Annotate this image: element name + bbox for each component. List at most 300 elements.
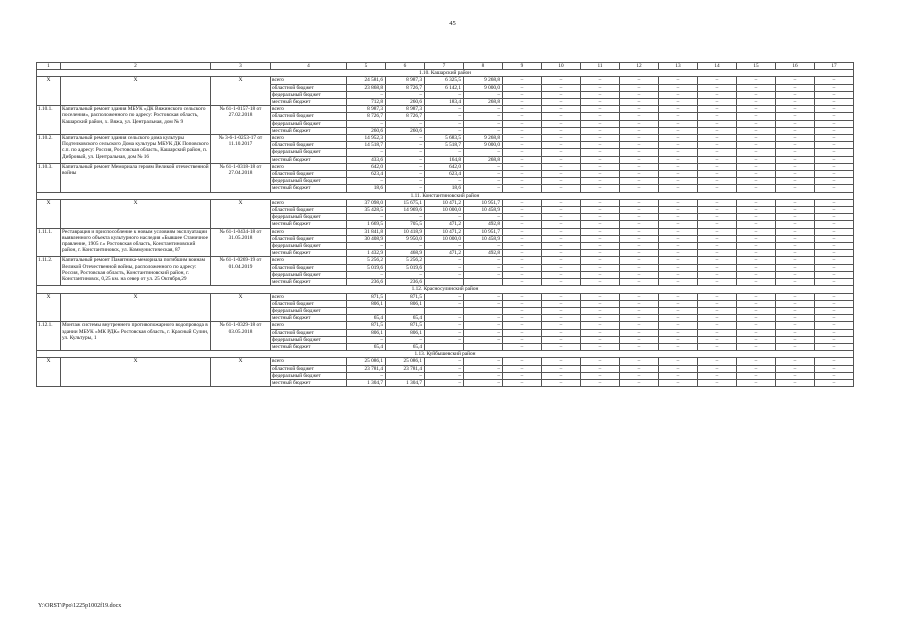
empty-dash-cell: –	[737, 127, 776, 134]
empty-dash-cell: –	[542, 235, 581, 242]
empty-dash-cell: –	[815, 149, 854, 156]
empty-dash-cell: –	[659, 336, 698, 343]
empty-dash-cell: –	[659, 365, 698, 372]
amount-cell	[425, 279, 464, 286]
empty-dash-cell: –	[776, 199, 815, 206]
empty-dash-cell: –	[698, 178, 737, 185]
amount-cell: –	[464, 271, 503, 278]
amount-cell: –	[464, 243, 503, 250]
empty-dash-cell: –	[620, 127, 659, 134]
column-header: 12	[620, 63, 659, 70]
column-header: 11	[581, 63, 620, 70]
empty-dash-cell: –	[503, 91, 542, 98]
empty-dash-cell: –	[503, 379, 542, 386]
empty-dash-cell: –	[815, 156, 854, 163]
empty-dash-cell: –	[620, 120, 659, 127]
amount-cell: 871,5	[386, 293, 425, 300]
amount-cell: –	[464, 379, 503, 386]
empty-dash-cell: –	[503, 199, 542, 206]
amount-cell: –	[464, 264, 503, 271]
section-title: 1.10. Кашарский район	[37, 70, 854, 77]
empty-dash-cell: –	[620, 271, 659, 278]
funding-source-label: всего	[271, 163, 347, 170]
amount-cell: –	[347, 372, 386, 379]
amount-cell: –	[464, 106, 503, 113]
empty-dash-cell: –	[698, 336, 737, 343]
empty-dash-cell: –	[698, 379, 737, 386]
empty-dash-cell: –	[659, 113, 698, 120]
amount-cell: 18,6	[347, 185, 386, 192]
column-header: 14	[698, 63, 737, 70]
empty-dash-cell: –	[542, 336, 581, 343]
amount-cell: –	[425, 365, 464, 372]
amount-cell: 1 304,7	[347, 379, 386, 386]
empty-dash-cell: –	[581, 99, 620, 106]
funding-source-label: областной бюджет	[271, 84, 347, 91]
empty-dash-cell: –	[581, 257, 620, 264]
empty-dash-cell: –	[815, 135, 854, 142]
amount-cell: –	[425, 257, 464, 264]
empty-dash-cell: –	[776, 156, 815, 163]
empty-dash-cell: –	[503, 113, 542, 120]
empty-dash-cell: –	[659, 178, 698, 185]
empty-dash-cell: –	[815, 271, 854, 278]
amount-cell: –	[425, 149, 464, 156]
row-number: 1.10.1.	[37, 106, 61, 135]
empty-dash-cell: –	[776, 149, 815, 156]
empty-dash-cell: –	[581, 178, 620, 185]
funding-source-label: федеральный бюджет	[271, 336, 347, 343]
empty-dash-cell: –	[776, 271, 815, 278]
empty-dash-cell: –	[815, 329, 854, 336]
empty-dash-cell: –	[620, 221, 659, 228]
funding-source-label: федеральный бюджет	[271, 243, 347, 250]
empty-dash-cell: –	[542, 77, 581, 84]
empty-dash-cell: –	[698, 149, 737, 156]
amount-cell: 24 581,6	[347, 77, 386, 84]
amount-cell: 8 987,3	[386, 77, 425, 84]
table-row	[37, 228, 854, 235]
empty-dash-cell: –	[815, 379, 854, 386]
empty-dash-cell: –	[698, 264, 737, 271]
empty-dash-cell: –	[503, 235, 542, 242]
empty-dash-cell: –	[503, 156, 542, 163]
empty-dash-cell: –	[581, 250, 620, 257]
document-number: X	[211, 358, 271, 387]
funding-source-label: всего	[271, 77, 347, 84]
amount-cell: 10 951,7	[464, 228, 503, 235]
amount-cell: –	[386, 214, 425, 221]
amount-cell: 8 987,3	[386, 106, 425, 113]
empty-dash-cell: –	[542, 113, 581, 120]
empty-dash-cell: –	[659, 379, 698, 386]
empty-dash-cell: –	[815, 221, 854, 228]
empty-dash-cell: –	[737, 336, 776, 343]
amount-cell: –	[464, 178, 503, 185]
amount-cell: 806,1	[347, 300, 386, 307]
empty-dash-cell: –	[503, 142, 542, 149]
section-title: 1.13. Куйбышевский район	[37, 351, 854, 358]
amount-cell: 268,8	[464, 156, 503, 163]
amount-cell	[425, 343, 464, 350]
empty-dash-cell: –	[542, 307, 581, 314]
empty-dash-cell: –	[659, 358, 698, 365]
empty-dash-cell: –	[659, 207, 698, 214]
section-heading-row	[37, 70, 854, 77]
amount-cell: 236,6	[347, 279, 386, 286]
amount-cell: 31 841,8	[347, 228, 386, 235]
amount-cell: 9 950,0	[386, 235, 425, 242]
empty-dash-cell: –	[737, 293, 776, 300]
empty-dash-cell: –	[698, 127, 737, 134]
empty-dash-cell: –	[581, 221, 620, 228]
column-header: 4	[271, 63, 347, 70]
empty-dash-cell: –	[776, 235, 815, 242]
empty-dash-cell: –	[620, 279, 659, 286]
empty-dash-cell: –	[581, 185, 620, 192]
funding-source-label: местный бюджет	[271, 343, 347, 350]
row-number: X	[37, 199, 61, 228]
amount-cell: 8 726,7	[347, 113, 386, 120]
empty-dash-cell: –	[659, 149, 698, 156]
amount-cell: –	[464, 163, 503, 170]
empty-dash-cell: –	[698, 322, 737, 329]
empty-dash-cell: –	[503, 127, 542, 134]
empty-dash-cell: –	[698, 228, 737, 235]
empty-dash-cell: –	[542, 99, 581, 106]
empty-dash-cell: –	[698, 207, 737, 214]
empty-dash-cell: –	[620, 358, 659, 365]
empty-dash-cell: –	[620, 106, 659, 113]
amount-cell: 468,9	[386, 250, 425, 257]
funding-source-label: областной бюджет	[271, 329, 347, 336]
amount-cell: –	[425, 106, 464, 113]
empty-dash-cell: –	[776, 336, 815, 343]
empty-dash-cell: –	[542, 84, 581, 91]
empty-dash-cell: –	[659, 77, 698, 84]
empty-dash-cell: –	[815, 279, 854, 286]
empty-dash-cell: –	[815, 127, 854, 134]
amount-cell: –	[464, 149, 503, 156]
table-row	[37, 293, 854, 300]
empty-dash-cell: –	[776, 178, 815, 185]
amount-cell: –	[347, 91, 386, 98]
empty-dash-cell: –	[659, 199, 698, 206]
amount-cell: –	[464, 120, 503, 127]
funding-source-label: всего	[271, 106, 347, 113]
amount-cell: 10 951,7	[464, 199, 503, 206]
funding-source-label: областной бюджет	[271, 365, 347, 372]
empty-dash-cell: –	[698, 106, 737, 113]
funding-source-label: местный бюджет	[271, 185, 347, 192]
empty-dash-cell: –	[542, 199, 581, 206]
empty-dash-cell: –	[581, 315, 620, 322]
amount-cell: –	[386, 156, 425, 163]
empty-dash-cell: –	[737, 379, 776, 386]
empty-dash-cell: –	[542, 163, 581, 170]
empty-dash-cell: –	[503, 343, 542, 350]
amount-cell: 5 019,6	[386, 264, 425, 271]
amount-cell: 642,0	[347, 163, 386, 170]
empty-dash-cell: –	[776, 84, 815, 91]
empty-dash-cell: –	[542, 315, 581, 322]
empty-dash-cell: –	[776, 120, 815, 127]
empty-dash-cell: –	[776, 365, 815, 372]
empty-dash-cell: –	[620, 300, 659, 307]
empty-dash-cell: –	[815, 163, 854, 170]
empty-dash-cell: –	[542, 142, 581, 149]
empty-dash-cell: –	[503, 185, 542, 192]
empty-dash-cell: –	[698, 171, 737, 178]
empty-dash-cell: –	[737, 257, 776, 264]
empty-dash-cell: –	[737, 329, 776, 336]
empty-dash-cell: –	[815, 372, 854, 379]
funding-source-label: местный бюджет	[271, 315, 347, 322]
empty-dash-cell: –	[776, 243, 815, 250]
funding-source-label: всего	[271, 293, 347, 300]
document-number: № 61-1-0157-18 от 27.02.2018	[211, 106, 271, 135]
amount-cell: 1 669,5	[347, 221, 386, 228]
row-number: 1.12.1.	[37, 322, 61, 351]
empty-dash-cell: –	[581, 343, 620, 350]
empty-dash-cell: –	[581, 91, 620, 98]
empty-dash-cell: –	[815, 178, 854, 185]
amount-cell: –	[386, 243, 425, 250]
empty-dash-cell: –	[659, 329, 698, 336]
amount-cell: 9 268,8	[464, 77, 503, 84]
amount-cell: –	[425, 113, 464, 120]
amount-cell: –	[464, 185, 503, 192]
empty-dash-cell: –	[815, 207, 854, 214]
empty-dash-cell: –	[815, 250, 854, 257]
funding-source-label: федеральный бюджет	[271, 271, 347, 278]
empty-dash-cell: –	[659, 171, 698, 178]
empty-dash-cell: –	[620, 235, 659, 242]
empty-dash-cell: –	[815, 358, 854, 365]
amount-cell: 1 304,7	[386, 379, 425, 386]
amount-cell: –	[425, 293, 464, 300]
section-title: 1.12. Красносулинский район	[37, 286, 854, 293]
empty-dash-cell: –	[620, 156, 659, 163]
amount-cell: 5 256,2	[347, 257, 386, 264]
empty-dash-cell: –	[581, 207, 620, 214]
empty-dash-cell: –	[503, 315, 542, 322]
empty-dash-cell: –	[620, 207, 659, 214]
empty-dash-cell: –	[659, 120, 698, 127]
amount-cell: –	[347, 120, 386, 127]
empty-dash-cell: –	[698, 120, 737, 127]
empty-dash-cell: –	[776, 329, 815, 336]
empty-dash-cell: –	[698, 99, 737, 106]
empty-dash-cell: –	[503, 358, 542, 365]
amount-cell: –	[425, 271, 464, 278]
empty-dash-cell: –	[581, 235, 620, 242]
amount-cell: –	[464, 214, 503, 221]
row-number: 1.11.1.	[37, 228, 61, 257]
empty-dash-cell: –	[659, 279, 698, 286]
empty-dash-cell: –	[698, 142, 737, 149]
empty-dash-cell: –	[776, 185, 815, 192]
empty-dash-cell: –	[698, 156, 737, 163]
empty-dash-cell: –	[659, 163, 698, 170]
empty-dash-cell: –	[581, 84, 620, 91]
empty-dash-cell: –	[581, 214, 620, 221]
empty-dash-cell: –	[815, 199, 854, 206]
empty-dash-cell: –	[503, 372, 542, 379]
empty-dash-cell: –	[815, 91, 854, 98]
empty-dash-cell: –	[542, 214, 581, 221]
empty-dash-cell: –	[815, 315, 854, 322]
empty-dash-cell: –	[542, 221, 581, 228]
amount-cell: –	[347, 271, 386, 278]
empty-dash-cell: –	[581, 372, 620, 379]
empty-dash-cell: –	[659, 221, 698, 228]
empty-dash-cell: –	[737, 243, 776, 250]
amount-cell: –	[386, 163, 425, 170]
empty-dash-cell: –	[503, 257, 542, 264]
empty-dash-cell: –	[503, 84, 542, 91]
empty-dash-cell: –	[815, 243, 854, 250]
object-name: Монтаж системы внутреннего противопожарного водопровода в здании МБУК «МК РДК» Ростовская область, г. Красный Сулин, ул. Культуры, 1	[61, 322, 211, 351]
amount-cell: –	[386, 171, 425, 178]
object-name: X	[61, 293, 211, 322]
empty-dash-cell: –	[659, 127, 698, 134]
empty-dash-cell: –	[542, 322, 581, 329]
column-header: 15	[737, 63, 776, 70]
empty-dash-cell: –	[620, 163, 659, 170]
empty-dash-cell: –	[659, 315, 698, 322]
empty-dash-cell: –	[659, 271, 698, 278]
empty-dash-cell: –	[737, 171, 776, 178]
document-number: № 61-1-0434-18 от 31.05.2018	[211, 228, 271, 257]
amount-cell: 25 086,1	[347, 358, 386, 365]
funding-source-label: всего	[271, 228, 347, 235]
empty-dash-cell: –	[776, 257, 815, 264]
amount-cell: 623,4	[347, 171, 386, 178]
funding-source-label: федеральный бюджет	[271, 178, 347, 185]
empty-dash-cell: –	[620, 257, 659, 264]
amount-cell: –	[464, 257, 503, 264]
amount-cell: 10 418,9	[386, 228, 425, 235]
empty-dash-cell: –	[581, 120, 620, 127]
funding-source-label: местный бюджет	[271, 156, 347, 163]
amount-cell: 5 518,7	[425, 142, 464, 149]
empty-dash-cell: –	[737, 343, 776, 350]
amount-cell: 9 268,8	[464, 135, 503, 142]
empty-dash-cell: –	[503, 322, 542, 329]
amount-cell: 65,4	[386, 343, 425, 350]
empty-dash-cell: –	[620, 199, 659, 206]
empty-dash-cell: –	[503, 135, 542, 142]
empty-dash-cell: –	[737, 185, 776, 192]
empty-dash-cell: –	[542, 178, 581, 185]
amount-cell: –	[425, 120, 464, 127]
amount-cell: –	[425, 379, 464, 386]
document-number: № 61-1-0318-18 от 27.04.2018	[211, 163, 271, 192]
amount-cell: 806,1	[386, 329, 425, 336]
column-header: 5	[347, 63, 386, 70]
amount-cell: 10 471,2	[425, 228, 464, 235]
empty-dash-cell: –	[815, 214, 854, 221]
empty-dash-cell: –	[737, 372, 776, 379]
amount-cell: –	[386, 271, 425, 278]
empty-dash-cell: –	[659, 257, 698, 264]
section-heading-row	[37, 192, 854, 199]
amount-cell: –	[464, 91, 503, 98]
empty-dash-cell: –	[659, 264, 698, 271]
empty-dash-cell: –	[503, 221, 542, 228]
empty-dash-cell: –	[581, 243, 620, 250]
amount-cell	[386, 307, 425, 314]
empty-dash-cell: –	[659, 307, 698, 314]
empty-dash-cell: –	[503, 300, 542, 307]
empty-dash-cell: –	[776, 293, 815, 300]
funding-source-label: всего	[271, 199, 347, 206]
amount-cell: 642,0	[425, 163, 464, 170]
empty-dash-cell: –	[620, 329, 659, 336]
empty-dash-cell: –	[581, 365, 620, 372]
empty-dash-cell: –	[542, 358, 581, 365]
funding-source-label: местный бюджет	[271, 250, 347, 257]
amount-cell: –	[425, 91, 464, 98]
funding-source-label: областной бюджет	[271, 264, 347, 271]
amount-cell: –	[464, 358, 503, 365]
amount-cell: 260,6	[386, 99, 425, 106]
empty-dash-cell: –	[776, 379, 815, 386]
document-number: № 61-1-0329-18 от 03.05.2018	[211, 322, 271, 351]
funding-source-label: местный бюджет	[271, 279, 347, 286]
funding-source-label: областной бюджет	[271, 142, 347, 149]
empty-dash-cell: –	[659, 293, 698, 300]
empty-dash-cell: –	[737, 99, 776, 106]
empty-dash-cell: –	[815, 307, 854, 314]
empty-dash-cell: –	[698, 315, 737, 322]
empty-dash-cell: –	[581, 156, 620, 163]
empty-dash-cell: –	[698, 243, 737, 250]
funding-source-label: местный бюджет	[271, 221, 347, 228]
empty-dash-cell: –	[659, 214, 698, 221]
amount-cell: 23 868,8	[347, 84, 386, 91]
amount-cell: 164,8	[425, 156, 464, 163]
empty-dash-cell: –	[776, 99, 815, 106]
empty-dash-cell: –	[620, 171, 659, 178]
column-header: 17	[815, 63, 854, 70]
empty-dash-cell: –	[620, 379, 659, 386]
amount-cell: –	[464, 322, 503, 329]
empty-dash-cell: –	[815, 264, 854, 271]
amount-cell: 9 000,0	[464, 142, 503, 149]
object-name: X	[61, 358, 211, 387]
amount-cell: 492,8	[464, 221, 503, 228]
empty-dash-cell: –	[503, 120, 542, 127]
empty-dash-cell: –	[581, 264, 620, 271]
empty-dash-cell: –	[776, 228, 815, 235]
amount-cell: 6 142,1	[425, 84, 464, 91]
empty-dash-cell: –	[698, 113, 737, 120]
empty-dash-cell: –	[815, 228, 854, 235]
empty-dash-cell: –	[620, 250, 659, 257]
empty-dash-cell: –	[698, 279, 737, 286]
funding-source-label: местный бюджет	[271, 379, 347, 386]
empty-dash-cell: –	[659, 343, 698, 350]
empty-dash-cell: –	[698, 271, 737, 278]
empty-dash-cell: –	[815, 257, 854, 264]
empty-dash-cell: –	[776, 315, 815, 322]
empty-dash-cell: –	[815, 120, 854, 127]
empty-dash-cell: –	[698, 84, 737, 91]
amount-cell: 6 325,5	[425, 77, 464, 84]
amount-cell: –	[464, 365, 503, 372]
